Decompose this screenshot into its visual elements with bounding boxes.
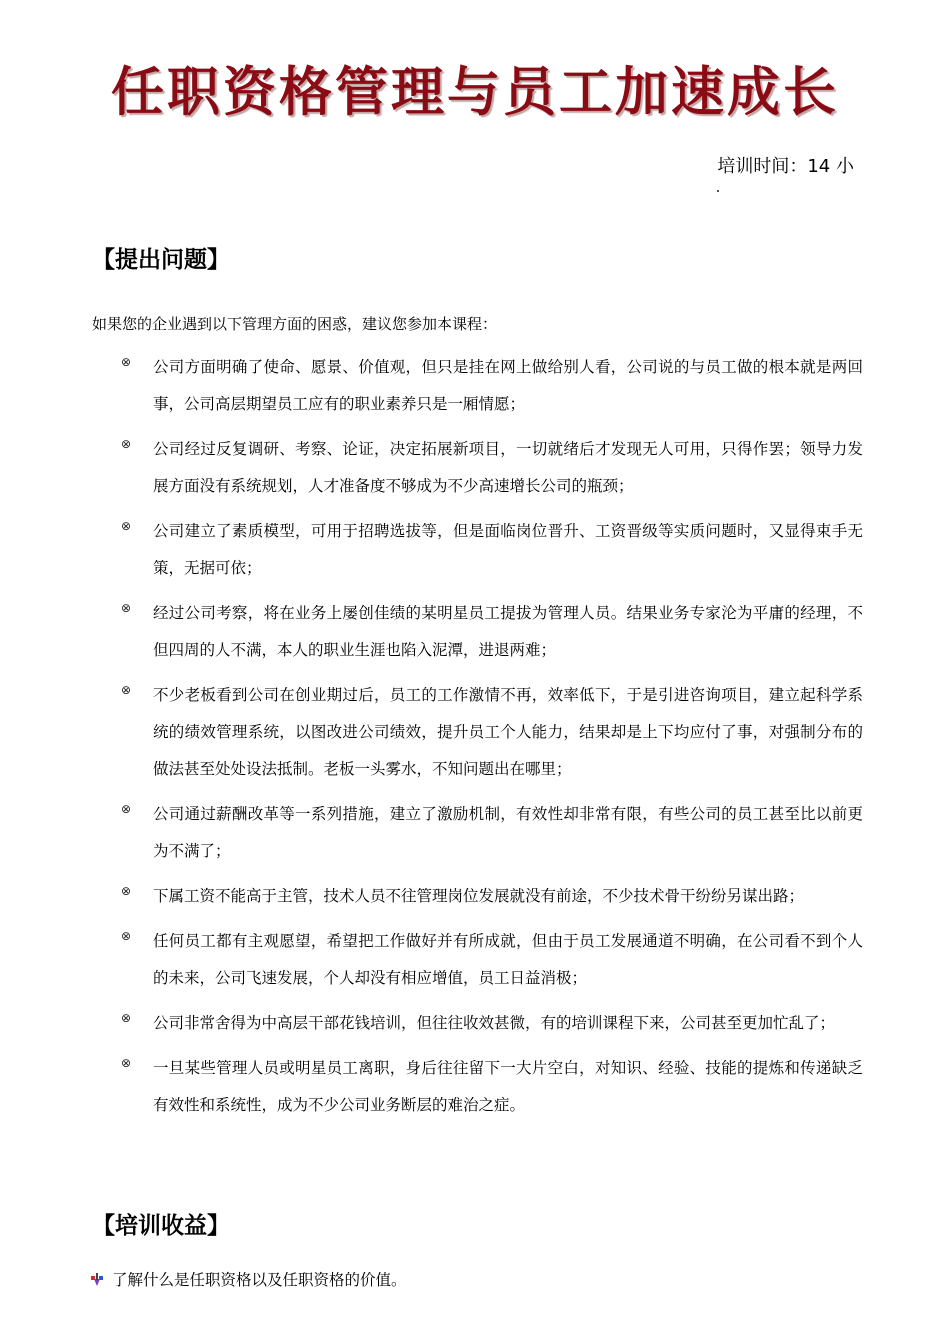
list-item-text: 一旦某些管理人员或明星员工离职，身后往往留下一大片空白，对知识、经验、技能的提炼和传递缺乏有效性和系统性，成为不少公司业务断层的难治之症。	[153, 1059, 863, 1114]
list-item-text: 公司非常舍得为中高层干部花钱培训，但往往收效甚微，有的培训课程下来，公司甚至更加忙乱了；	[153, 1014, 836, 1032]
list-item	[0, 1050, 950, 1124]
list-item	[0, 513, 950, 587]
section-heading-problems: 【提出问题】	[92, 247, 230, 273]
list-item	[0, 349, 950, 423]
list-item	[0, 878, 950, 915]
circled-x-icon: ⊗	[120, 1011, 132, 1025]
list-item-text: 公司方面明确了使命、愿景、价值观，但只是挂在网上做给别人看，公司说的与员工做的根本就是两回事，公司高层期望员工应有的职业素养只是一厢情愿；	[153, 358, 863, 413]
circled-x-icon: ⊗	[120, 802, 132, 816]
list-item	[0, 1005, 950, 1042]
decorative-dot	[717, 190, 719, 192]
circled-x-icon: ⊗	[120, 601, 132, 615]
circled-x-icon: ⊗	[120, 1056, 132, 1070]
circled-x-icon: ⊗	[120, 355, 132, 369]
circled-x-icon: ⊗	[120, 437, 132, 451]
circled-x-icon: ⊗	[120, 884, 132, 898]
circled-x-icon: ⊗	[120, 929, 132, 943]
list-item	[0, 595, 950, 669]
benefit-item	[90, 1268, 407, 1292]
section-heading-benefits: 【培训收益】	[92, 1213, 230, 1239]
circled-x-icon: ⊗	[120, 683, 132, 697]
benefit-item-text: 了解什么是任职资格以及任职资格的价值。	[112, 1271, 407, 1289]
list-item-text: 公司经过反复调研、考察、论证，决定拓展新项目，一切就绪后才发现无人可用，只得作罢；领导力发展方面没有系统规划，人才准备度不够成为不少高速增长公司的瓶颈；	[153, 440, 863, 495]
training-duration: 培训时间：14 小	[717, 156, 854, 177]
list-item-text: 经过公司考察，将在业务上屡创佳绩的某明星员工提拔为管理人员。结果业务专家沦为平庸的经理，不但四周的人不满，本人的职业生涯也陷入泥潭，进退两难；	[153, 604, 863, 659]
list-item-text: 任何员工都有主观愿望，希望把工作做好并有所成就，但由于员工发展通道不明确，在公司看不到个人的未来，公司飞速发展，个人却没有相应增值，员工日益消极；	[153, 932, 863, 987]
list-item-text: 公司建立了素质模型，可用于招聘选拔等，但是面临岗位晋升、工资晋级等实质问题时，又显得束手无策，无据可依；	[153, 522, 863, 577]
list-item-text: 下属工资不能高于主管，技术人员不往管理岗位发展就没有前途，不少技术骨干纷纷另谋出路；	[153, 887, 805, 905]
list-item-text: 公司通过薪酬改革等一系列措施，建立了激励机制，有效性却非常有限，有些公司的员工甚至比以前更为不满了；	[153, 805, 863, 860]
problems-intro: 如果您的企业遇到以下管理方面的困惑，建议您参加本课程：	[92, 315, 498, 333]
problems-list	[0, 354, 950, 1137]
list-item	[0, 923, 950, 997]
document-title: 任职资格管理与员工加速成长	[111, 62, 839, 123]
circled-x-icon: ⊗	[120, 519, 132, 533]
list-item-text: 不少老板看到公司在创业期过后，员工的工作激情不再，效率低下，于是引进咨询项目，建立起科学系统的绩效管理系统，以图改进公司绩效，提升员工个人能力，结果却是上下均应付了事，对强制分布的做法甚至处处设法抵制。老板一头雾水，不知问题出在哪里；	[153, 686, 863, 778]
list-item	[0, 796, 950, 870]
list-item	[0, 431, 950, 505]
list-item	[0, 677, 950, 788]
arrow-down-bullet-icon	[90, 1273, 104, 1287]
